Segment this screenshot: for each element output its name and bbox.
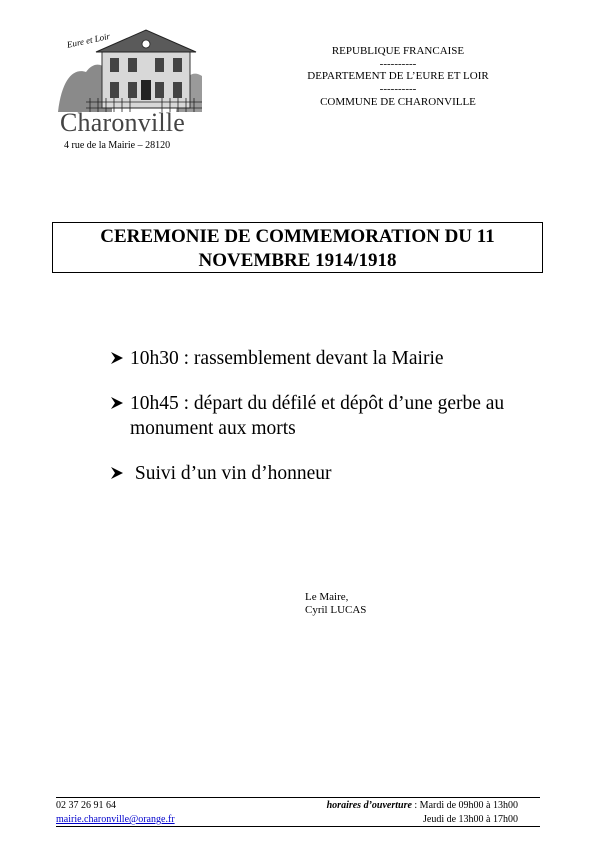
- footer-email-link[interactable]: mairie.charonville@orange.fr: [56, 814, 175, 825]
- town-address: 4 rue de la Mairie – 28120: [64, 140, 171, 151]
- title-line-1: CEREMONIE DE COMMEMORATION DU 11: [100, 226, 495, 247]
- title-line-2: NOVEMBRE 1914/1918: [198, 250, 397, 271]
- footer-divider: [56, 797, 540, 798]
- list-item: [110, 461, 550, 486]
- arrow-bullet-icon: [110, 351, 124, 365]
- header-department: DEPARTEMENT DE L’EURE ET LOIR: [307, 70, 489, 83]
- footer-contact: [56, 799, 175, 827]
- program-item-text: 10h30 : rassemblement devant la Mairie: [130, 348, 444, 369]
- signature-role: Le Maire,: [305, 591, 349, 603]
- footer-phone: 02 37 26 91 64: [56, 800, 116, 811]
- logo-region-text: Eure et Loir: [66, 30, 111, 50]
- hours-thursday: Jeudi de 13h00 à 17h00: [423, 814, 518, 825]
- signature-name: Cyril LUCAS: [305, 604, 367, 616]
- administrative-header: [280, 45, 516, 109]
- arrow-bullet-icon: [110, 466, 124, 480]
- header-commune: COMMUNE DE CHARONVILLE: [320, 95, 476, 108]
- hours-tuesday: : Mardi de 09h00 à 13h00: [411, 800, 518, 811]
- footer-hours-line-1: [300, 799, 518, 813]
- town-logo: [56, 28, 204, 140]
- header-separator: ----------: [379, 57, 417, 70]
- header-republic: REPUBLIQUE FRANCAISE: [331, 45, 465, 57]
- list-item: [110, 391, 550, 441]
- signature-block: [305, 591, 366, 617]
- list-item: [110, 346, 550, 371]
- footer-hours: [300, 799, 518, 827]
- arrow-bullet-icon: [110, 396, 124, 410]
- program-item-text: Suivi d’un vin d’honneur: [130, 463, 332, 484]
- program-list: [110, 346, 550, 506]
- hours-label: horaires d’ouverture: [326, 800, 412, 811]
- header-separator: ----------: [379, 83, 417, 96]
- program-item-text: 10h45 : départ du défilé et dépôt d’une gerbe au monument aux morts: [130, 393, 505, 439]
- ceremony-title-box: [52, 222, 543, 273]
- logo-town-name: Charonville: [60, 108, 185, 137]
